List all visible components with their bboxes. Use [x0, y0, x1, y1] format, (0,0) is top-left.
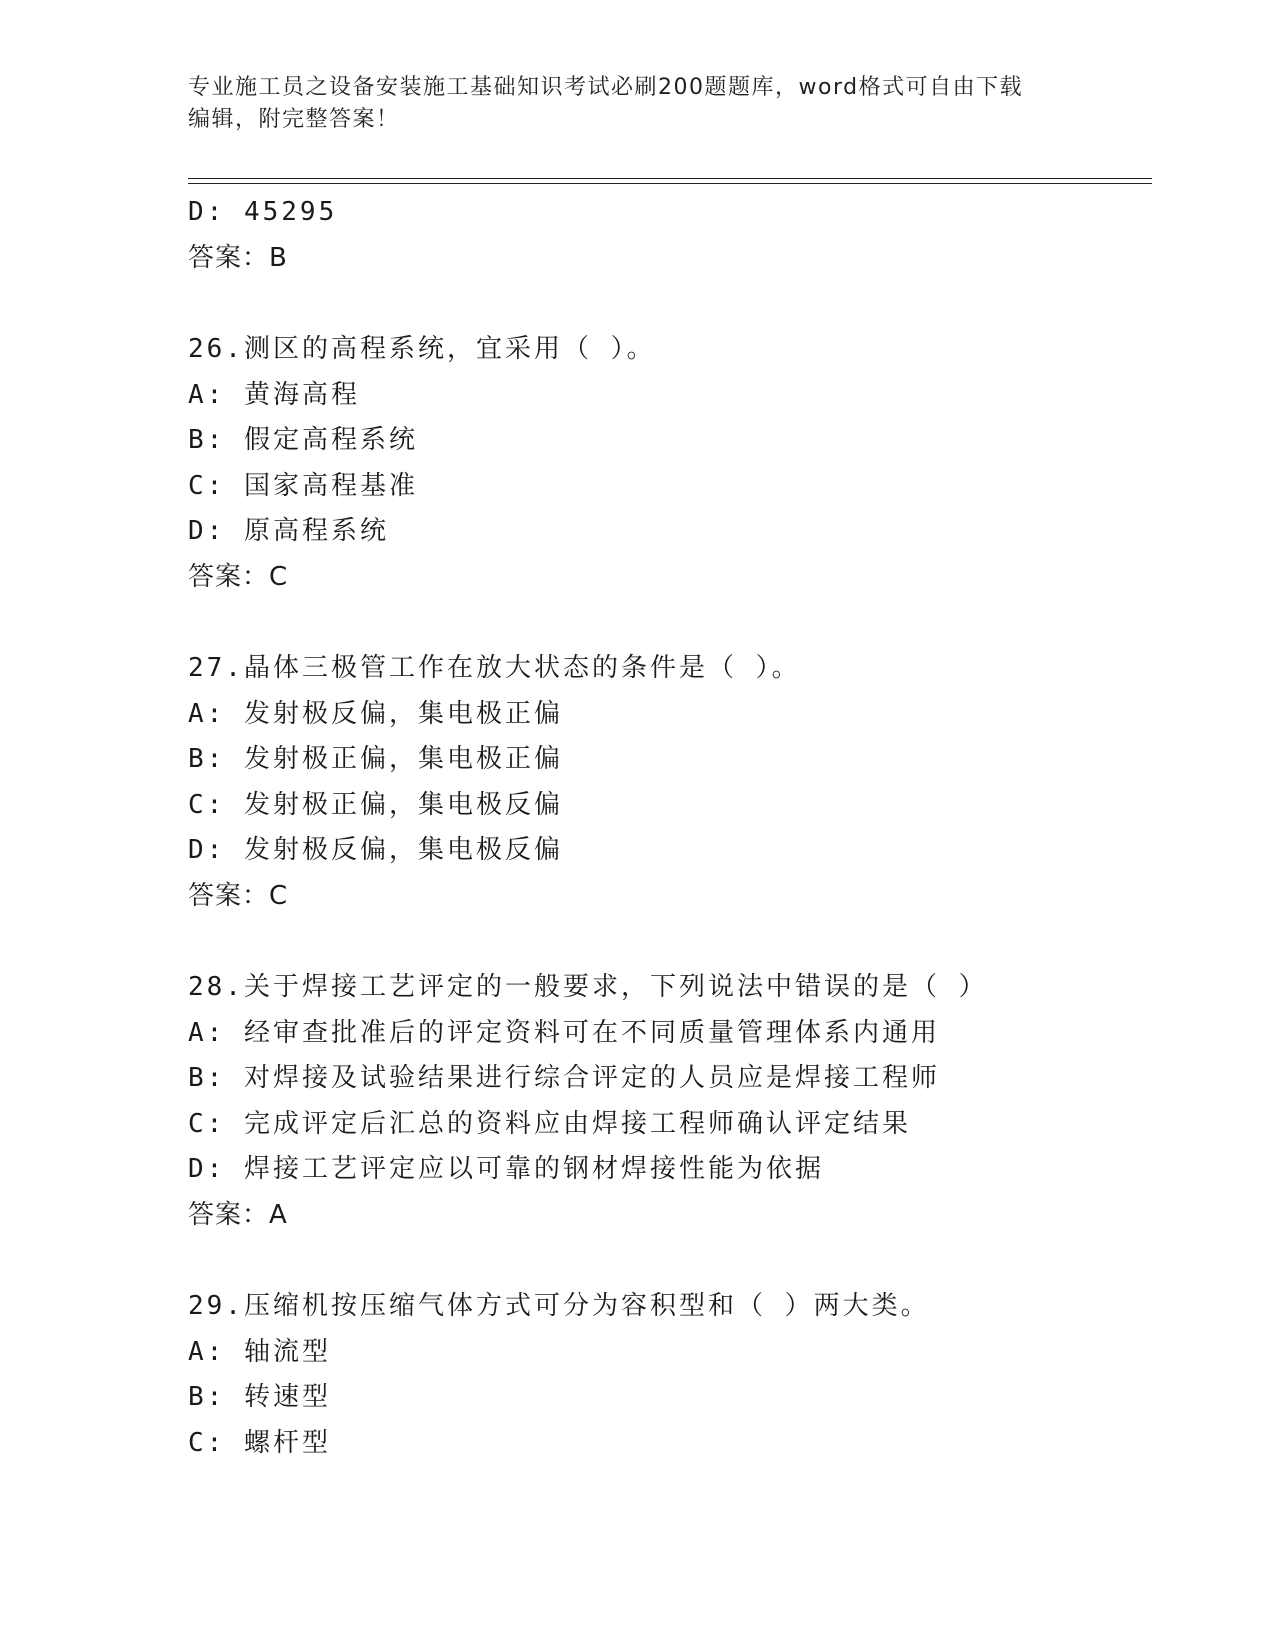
option-c: C: 螺杆型 — [188, 1427, 331, 1458]
question-stem: 26.测区的高程系统，宜采用（ ）。 — [188, 334, 656, 364]
header-divider-bottom — [188, 183, 1152, 184]
option-b: B: 假定高程系统 — [188, 425, 418, 455]
option-b: B: 对焊接及试验结果进行综合评定的人员应是焊接工程师 — [188, 1063, 940, 1093]
option-a: A: 轴流型 — [188, 1336, 331, 1367]
option-d: D: 45295 — [188, 197, 338, 227]
option-a: A: 发射极反偏，集电极正偏 — [188, 698, 563, 729]
question-25-tail — [188, 190, 1148, 281]
spacer — [188, 281, 1148, 327]
question-stem: 27.晶体三极管工作在放大状态的条件是（ ）。 — [188, 653, 801, 683]
option-c: C: 完成评定后汇总的资料应由焊接工程师确认评定结果 — [188, 1108, 911, 1139]
answer: 答案：B — [188, 242, 288, 273]
question-27 — [188, 646, 1148, 919]
question-stem: 29.压缩机按压缩气体方式可分为容积型和（ ）两大类。 — [188, 1291, 930, 1321]
option-d: D: 焊接工艺评定应以可靠的钢材焊接性能为依据 — [188, 1154, 824, 1184]
spacer — [188, 1238, 1148, 1284]
answer: 答案：C — [188, 880, 289, 911]
question-stem: 28.关于焊接工艺评定的一般要求，下列说法中错误的是（ ） — [188, 972, 988, 1002]
answer: 答案：A — [188, 1199, 288, 1230]
question-29 — [188, 1284, 1148, 1466]
spacer — [188, 600, 1148, 646]
option-a: A: 黄海高程 — [188, 379, 360, 410]
header-divider-top — [188, 178, 1152, 179]
document-header — [188, 72, 1078, 136]
option-b: B: 转速型 — [188, 1382, 331, 1412]
header-title-line-1: 专业施工员之设备安装施工基础知识考试必刷200题题库，word格式可自由下载 — [188, 75, 1024, 100]
answer: 答案：C — [188, 561, 289, 592]
question-28 — [188, 965, 1148, 1238]
question-26 — [188, 327, 1148, 600]
header-title-line-2: 编辑，附完整答案！ — [188, 107, 400, 132]
option-c: C: 国家高程基准 — [188, 470, 418, 501]
spacer — [188, 919, 1148, 965]
question-list — [188, 190, 1148, 1466]
option-d: D: 发射极反偏，集电极反偏 — [188, 835, 563, 865]
option-c: C: 发射极正偏，集电极反偏 — [188, 789, 563, 820]
option-d: D: 原高程系统 — [188, 516, 389, 546]
option-b: B: 发射极正偏，集电极正偏 — [188, 744, 563, 774]
option-a: A: 经审查批准后的评定资料可在不同质量管理体系内通用 — [188, 1017, 940, 1048]
